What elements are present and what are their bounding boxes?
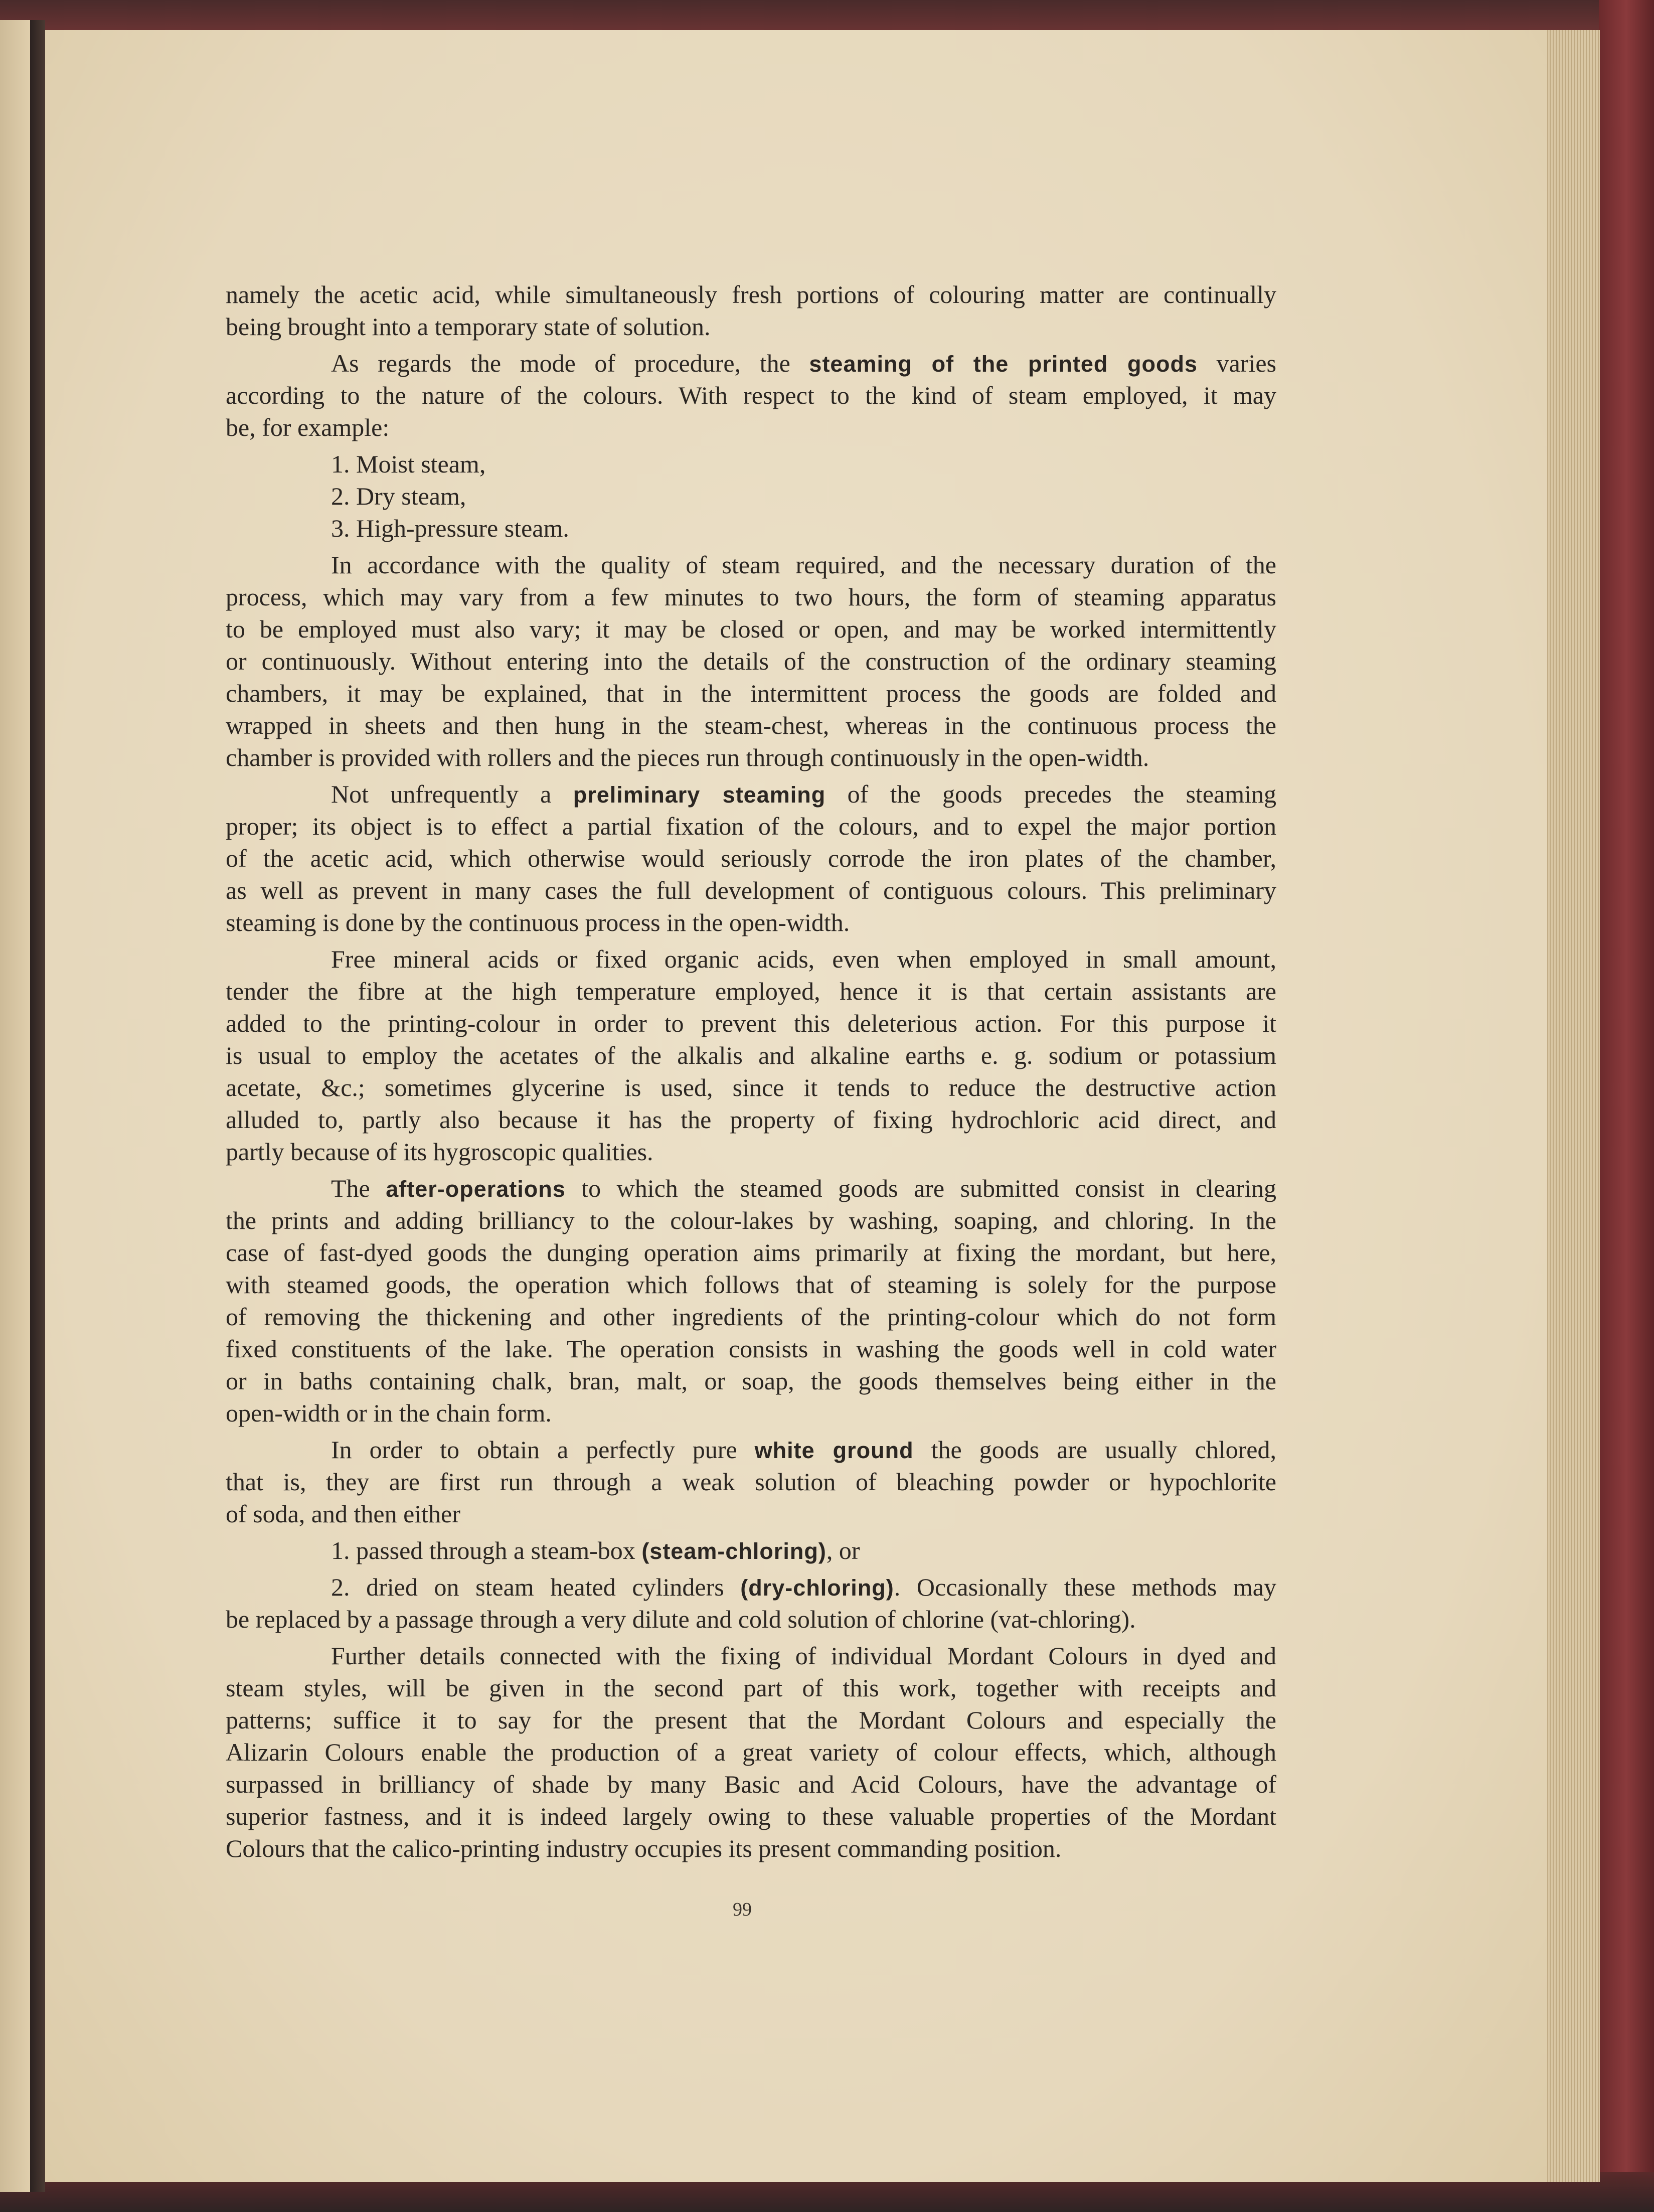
- text-line: [226, 1071, 1276, 1103]
- text-span: 3. High-pressure steam.: [331, 514, 569, 542]
- text-span: superior fastness, and it is indeed largely owing to these valuable properties of the Mordant: [226, 1802, 1276, 1830]
- text-line: [226, 677, 1276, 709]
- text-span: partly because of its hygroscopic qualities.: [226, 1138, 653, 1166]
- text-line: [226, 278, 1276, 310]
- bold-term: after-operations: [386, 1176, 566, 1202]
- text-span: In order to obtain a perfectly pure: [331, 1436, 755, 1464]
- text-span: As regards the mode of procedure, the: [331, 349, 809, 377]
- text-span: of the acetic acid, which otherwise would seriously corrode the iron plates of the chamber,: [226, 844, 1276, 872]
- text-line: [226, 1204, 1276, 1236]
- text-span: or continuously. Without entering into the details of the construction of the ordinary steaming: [226, 647, 1276, 675]
- text-span: 1. passed through a steam-box: [331, 1536, 642, 1564]
- text-line: [226, 1039, 1276, 1071]
- paragraph: [226, 1434, 1276, 1530]
- bold-term: steaming of the printed goods: [809, 351, 1198, 377]
- text-line: [226, 709, 1276, 741]
- bold-term: white ground: [754, 1438, 914, 1463]
- text-span: wrapped in sheets and then hung in the steam-chest, whereas in the continuous process the: [226, 711, 1276, 739]
- page-stack-edges: [1545, 30, 1600, 2182]
- text-line: [226, 645, 1276, 677]
- text-span: with steamed goods, the operation which follows that of steaming is solely for the purpose: [226, 1271, 1276, 1299]
- text-span: according to the nature of the colours. With respect to the kind of steam employed, it may: [226, 381, 1276, 409]
- text-span: chambers, it may be explained, that in the intermittent process the goods are folded and: [226, 679, 1276, 707]
- facing-page-edge: [0, 20, 30, 2192]
- text-line: [226, 1333, 1276, 1365]
- text-line: [226, 1301, 1276, 1333]
- text-line: [226, 1768, 1276, 1800]
- paragraph: [226, 347, 1276, 443]
- text-span: surpassed in brilliancy of shade by many Basic and Acid Colours, have the advantage of: [226, 1770, 1276, 1798]
- text-span: to which the steamed goods are submitted consist in clearing: [565, 1174, 1277, 1202]
- paragraph: [226, 778, 1276, 938]
- text-line: [226, 778, 1276, 810]
- text-line: [226, 1434, 1276, 1466]
- text-span: that is, they are first run through a weak solution of bleaching powder or hypochlorite: [226, 1468, 1276, 1496]
- text-span: alluded to, partly also because it has the property of fixing hydrochloric acid direct, and: [226, 1105, 1276, 1134]
- text-span: case of fast-dyed goods the dunging operation aims primarily at fixing the mordant, but here,: [226, 1238, 1276, 1267]
- text-line: [226, 411, 1276, 443]
- text-line: [226, 1832, 1276, 1864]
- text-line: [226, 842, 1276, 874]
- text-line: [226, 379, 1276, 411]
- text-span: added to the printing-colour in order to prevent this deleterious action. For this purpose it: [226, 1009, 1276, 1037]
- text-span: being brought into a temporary state of solution.: [226, 312, 711, 341]
- text-span: Not unfrequently a: [331, 780, 573, 808]
- text-span: as well as prevent in many cases the full development of contiguous colours. This preliminary: [226, 876, 1276, 904]
- text-span: of soda, and then either: [226, 1500, 460, 1528]
- list-item: [226, 1534, 1276, 1566]
- text-span: to be employed must also vary; it may be closed or open, and may be worked intermittently: [226, 615, 1276, 643]
- text-span: In accordance with the quality of steam required, and the necessary duration of the: [331, 551, 1276, 579]
- text-line: [226, 1397, 1276, 1429]
- text-span: is usual to employ the acetates of the alkalis and alkaline earths e. g. sodium or potassium: [226, 1041, 1276, 1069]
- paragraph: [226, 1571, 1276, 1635]
- text-span: tender the fibre at the high temperature employed, hence it is that certain assistants are: [226, 977, 1276, 1005]
- text-span: namely the acetic acid, while simultaneously fresh portions of colouring matter are continually: [226, 280, 1276, 308]
- text-span: the goods are usually chlored,: [913, 1436, 1276, 1464]
- text-span: patterns; suffice it to say for the present that the Mordant Colours and especially the: [226, 1706, 1276, 1734]
- text-line: [226, 1800, 1276, 1832]
- paragraph: [226, 1640, 1276, 1864]
- text-span: , or: [826, 1536, 860, 1564]
- text-line: [226, 1704, 1276, 1736]
- text-line: [226, 613, 1276, 645]
- text-span: or in baths containing chalk, bran, malt, or soap, the goods themselves being either in the: [226, 1367, 1276, 1395]
- text-line: [226, 549, 1276, 581]
- text-line: [226, 943, 1276, 975]
- text-line: [226, 1571, 1276, 1603]
- text-span: Colours that the calico-printing industry occupies its present commanding position.: [226, 1834, 1062, 1862]
- text-span: fixed constituents of the lake. The operation consists in washing the goods well in cold water: [226, 1335, 1276, 1363]
- text-line: [226, 741, 1276, 773]
- text-span: proper; its object is to effect a partial fixation of the colours, and to expel the major portion: [226, 812, 1276, 840]
- text-span: 2. dried on steam heated cylinders: [331, 1573, 741, 1601]
- text-span: 1. Moist steam,: [331, 450, 486, 478]
- text-line: [226, 347, 1276, 379]
- text-line: [226, 1603, 1276, 1635]
- text-span: acetate, &c.; sometimes glycerine is used, since it tends to reduce the destructive action: [226, 1073, 1276, 1101]
- paragraph: [226, 278, 1276, 343]
- text-span: process, which may vary from a few minutes to two hours, the form of steaming apparatus: [226, 583, 1276, 611]
- text-line: [226, 1736, 1276, 1768]
- text-line: [226, 1498, 1276, 1530]
- text-line: [226, 1269, 1276, 1301]
- text-span: steaming is done by the continuous process in the open-width.: [226, 908, 850, 936]
- paragraph: [226, 1172, 1276, 1429]
- text-span: of the goods precedes the steaming: [825, 780, 1276, 808]
- text-line: [226, 1365, 1276, 1397]
- text-line: [226, 581, 1276, 613]
- paragraph: [226, 943, 1276, 1168]
- body-text: [226, 278, 1276, 1869]
- text-line: [226, 975, 1276, 1007]
- book-cover-right: [1599, 0, 1654, 2212]
- text-line: [226, 906, 1276, 938]
- text-span: open-width or in the chain form.: [226, 1399, 552, 1427]
- text-line: [226, 1466, 1276, 1498]
- paragraph: [226, 549, 1276, 773]
- bold-term: (dry-chloring): [740, 1575, 894, 1601]
- text-span: 2. Dry steam,: [331, 482, 466, 510]
- list-item: [226, 480, 1276, 512]
- text-span: of removing the thickening and other ingredients of the printing-colour which do not form: [226, 1303, 1276, 1331]
- page-number: 99: [733, 1899, 752, 1920]
- text-span: The: [331, 1174, 386, 1202]
- list-item: [226, 448, 1276, 480]
- numbered-list: [226, 1534, 1276, 1566]
- text-line: [226, 810, 1276, 842]
- text-line: [226, 874, 1276, 906]
- text-span: chamber is provided with rollers and the pieces run through continuously in the open-width.: [226, 743, 1149, 771]
- text-line: [226, 1007, 1276, 1039]
- text-span: Further details connected with the fixing of individual Mordant Colours in dyed and: [331, 1642, 1276, 1670]
- bold-term: preliminary steaming: [573, 782, 826, 808]
- text-span: the prints and adding brilliancy to the colour-lakes by washing, soaping, and chloring. In the: [226, 1206, 1276, 1234]
- book-gutter: [30, 20, 45, 2192]
- bold-term: (steam-chloring): [641, 1538, 826, 1564]
- text-line: [226, 310, 1276, 343]
- text-span: steam styles, will be given in the second part of this work, together with receipts and: [226, 1674, 1276, 1702]
- text-line: [226, 1236, 1276, 1269]
- text-span: . Occasionally these methods may: [894, 1573, 1277, 1601]
- list-item: [226, 512, 1276, 544]
- text-line: [226, 1136, 1276, 1168]
- text-line: [226, 1640, 1276, 1672]
- numbered-list: [226, 448, 1276, 544]
- text-span: Alizarin Colours enable the production of a great variety of colour effects, which, although: [226, 1738, 1276, 1766]
- text-span: be replaced by a passage through a very dilute and cold solution of chlorine (vat-chloring).: [226, 1605, 1136, 1633]
- text-span: varies: [1197, 349, 1276, 377]
- text-span: Free mineral acids or fixed organic acids, even when employed in small amount,: [331, 945, 1276, 973]
- text-span: be, for example:: [226, 413, 390, 441]
- text-line: [226, 1103, 1276, 1136]
- text-line: [226, 1172, 1276, 1204]
- text-line: [226, 1672, 1276, 1704]
